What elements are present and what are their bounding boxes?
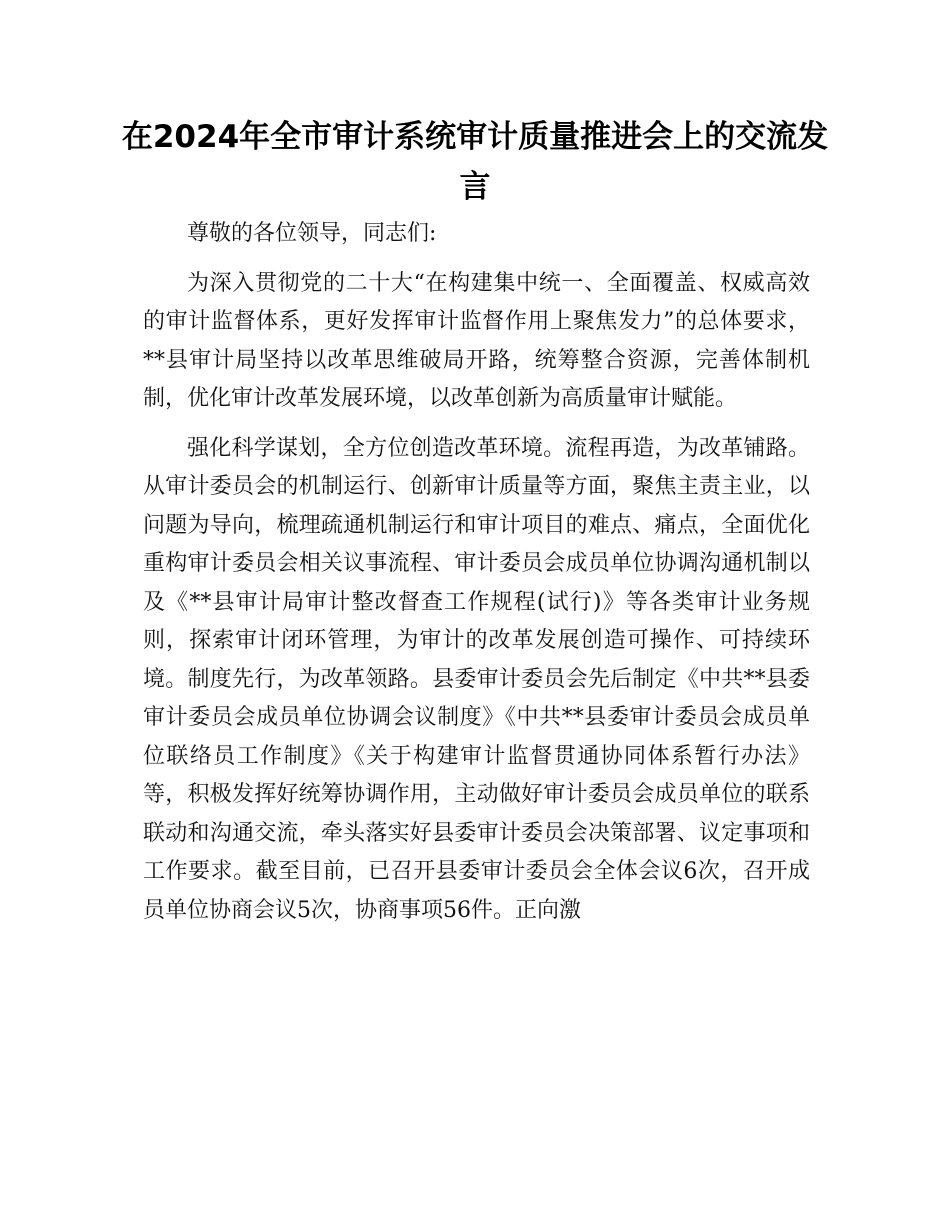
paragraph: 强化科学谋划，全方位创造改革环境。流程再造，为改革铺路。从审计委员会的机制运行、创新审计质量等方面，聚焦主责主业，以问题为导向，梳理疏通机制运行和审计项目的难点、痛点，全面优化重构审计委员会相关议事流程、审计委员会成员单位协调沟通机制以及《**县审计局审计整改督查工作规程(试行)》等各类审计业务规则，探索审计闭环管理，为审计的改革发展创造可操作、可持续环境。制度先行，为改革领路。县委审计委员会先后制定《中共**县委审计委员会成员单位协调会议制度》《中共**县委审计委员会成员单位联络员工作制度》《关于构建审计监督贯通协同体系暂行办法》等，积极发挥好统筹协调作用，主动做好审计委员会成员单位的联系联动和沟通交流，牵头落实好县委审计委员会决策部署、议定事项和工作要求。截至目前，已召开县委审计委员会全体会议6次，召开成员单位协商会议5次，协商事项56件。正向激 [143, 435, 810, 923]
paragraph: 为深入贯彻党的二十大“在构建集中统一、全面覆盖、权威高效的审计监督体系，更好发挥审计监督作用上聚焦发力”的总体要求，**县审计局坚持以改革思维破局开路，统筹整合资源，完善体制机制，优化审计改革发展环境，以改革创新为高质量审计赋能。 [143, 270, 810, 411]
salutation: 尊敬的各位领导，同志们: [187, 221, 437, 246]
document-title: 在2024年全市审计系统审计质量推进会上的交流发言 [121, 119, 829, 205]
document-body [143, 215, 810, 941]
